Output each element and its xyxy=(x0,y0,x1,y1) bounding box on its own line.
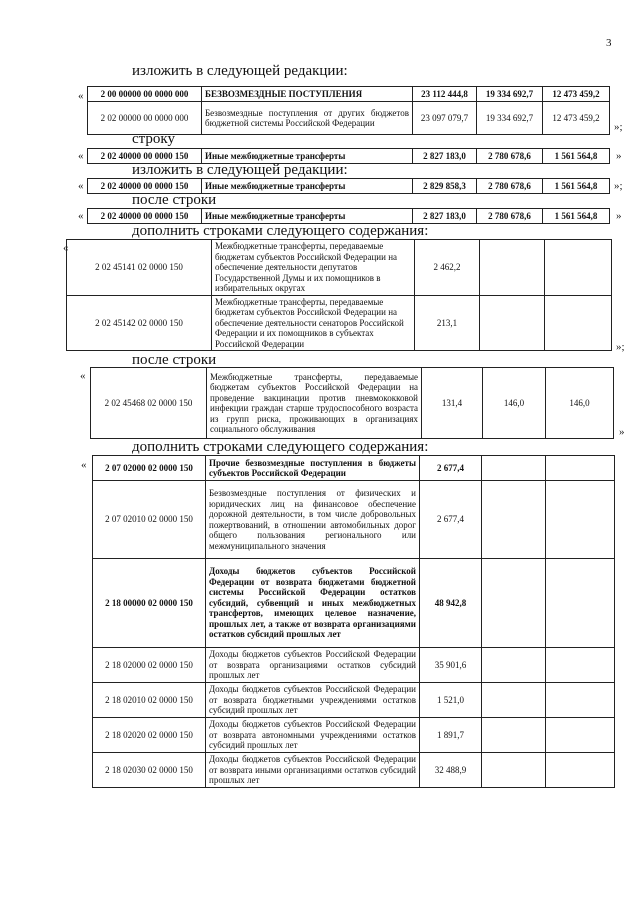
name-cell: Иные межбюджетные трансферты xyxy=(202,149,413,164)
name-cell: Безвозмездные поступления от других бюджетов бюджетной системы Российской Федерации xyxy=(202,102,413,135)
close-quote: »; xyxy=(616,341,625,353)
value-cell: 2 462,2 xyxy=(415,240,480,296)
value-cell xyxy=(482,683,546,718)
open-quote: « xyxy=(78,90,84,102)
value-cell: 32 488,9 xyxy=(420,753,482,788)
close-quote: » xyxy=(616,150,622,162)
value-cell: 2 677,4 xyxy=(420,481,482,559)
table-row xyxy=(93,683,615,718)
name-cell: Межбюджетные трансферты, передаваемые бюджетам субъектов Российской Федерации на обеспечение деятельности депутатов Государственной Думы и их помощников в избирательных округах xyxy=(212,240,415,296)
value-cell: 12 473 459,2 xyxy=(543,102,610,135)
value-cell: 213,1 xyxy=(415,295,480,351)
table-row xyxy=(88,209,610,224)
code-cell: 2 18 00000 02 0000 150 xyxy=(93,559,206,648)
addition-table-5 xyxy=(66,239,612,351)
open-quote: « xyxy=(81,459,87,471)
name-cell: БЕЗВОЗМЕЗДНЫЕ ПОСТУПЛЕНИЯ xyxy=(202,87,413,102)
value-cell: 1 521,0 xyxy=(420,683,482,718)
open-quote: « xyxy=(63,242,69,254)
code-cell: 2 02 00000 00 0000 000 xyxy=(88,102,202,135)
value-cell: 2 780 678,6 xyxy=(477,209,543,224)
code-cell: 2 07 02000 02 0000 150 xyxy=(93,456,206,481)
value-cell xyxy=(546,753,615,788)
name-cell: Доходы бюджетов субъектов Российской Федерации от возврата иными организациями остатков субсидий прошлых лет xyxy=(206,753,420,788)
code-cell: 2 18 02030 02 0000 150 xyxy=(93,753,206,788)
value-cell: 2 780 678,6 xyxy=(477,179,543,194)
close-quote: » xyxy=(619,426,625,438)
value-cell xyxy=(480,295,545,351)
value-cell: 2 677,4 xyxy=(420,456,482,481)
code-cell: 2 02 40000 00 0000 150 xyxy=(88,209,202,224)
value-cell xyxy=(546,559,615,648)
table-row xyxy=(88,102,610,135)
name-cell: Доходы бюджетов субъектов Российской Федерации от возврата организациями остатков субсидий прошлых лет xyxy=(206,648,420,683)
code-cell: 2 02 40000 00 0000 150 xyxy=(88,149,202,164)
page-number: 3 xyxy=(606,37,612,49)
code-cell: 2 02 45468 02 0000 150 xyxy=(91,368,207,439)
value-cell xyxy=(546,481,615,559)
value-cell: 146,0 xyxy=(546,368,614,439)
table-row xyxy=(88,87,610,102)
table-row xyxy=(93,456,615,481)
instruction-heading: изложить в следующей редакции: xyxy=(132,63,348,79)
value-cell: 23 112 444,8 xyxy=(413,87,477,102)
value-cell: 35 901,6 xyxy=(420,648,482,683)
name-cell: Доходы бюджетов субъектов Российской Федерации от возврата автономными учреждениями остатков субсидий прошлых лет xyxy=(206,718,420,753)
value-cell xyxy=(482,559,546,648)
table-row xyxy=(93,648,615,683)
addition-table-7 xyxy=(92,455,615,788)
value-cell xyxy=(546,648,615,683)
name-cell: Межбюджетные трансферты, передаваемые бюджетам субъектов Российской Федерации на обеспечение деятельности сенаторов Российской Федерации и их помощников в субъектах Российской Федерации xyxy=(212,295,415,351)
value-cell xyxy=(546,456,615,481)
name-cell: Иные межбюджетные трансферты xyxy=(202,179,413,194)
value-cell xyxy=(482,753,546,788)
close-quote: »; xyxy=(614,180,623,192)
instruction-heading: изложить в следующей редакции: xyxy=(132,162,348,178)
value-cell: 2 827 183,0 xyxy=(413,149,477,164)
value-cell: 19 334 692,7 xyxy=(477,102,543,135)
table-row xyxy=(93,481,615,559)
value-cell: 146,0 xyxy=(483,368,546,439)
open-quote: « xyxy=(78,150,84,162)
reference-table-6 xyxy=(90,367,614,439)
code-cell: 2 18 02020 02 0000 150 xyxy=(93,718,206,753)
code-cell: 2 02 45142 02 0000 150 xyxy=(67,295,212,351)
table-row xyxy=(93,718,615,753)
table-row xyxy=(67,295,612,351)
name-cell: Прочие безвозмездные поступления в бюджеты субъектов Российской Федерации xyxy=(206,456,420,481)
value-cell: 2 829 858,3 xyxy=(413,179,477,194)
code-cell: 2 00 00000 00 0000 000 xyxy=(88,87,202,102)
code-cell: 2 07 02010 02 0000 150 xyxy=(93,481,206,559)
value-cell: 23 097 079,7 xyxy=(413,102,477,135)
value-cell xyxy=(482,718,546,753)
value-cell: 1 891,7 xyxy=(420,718,482,753)
value-cell xyxy=(482,456,546,481)
instruction-heading: дополнить строками следующего содержания: xyxy=(132,223,429,239)
value-cell xyxy=(482,481,546,559)
code-cell: 2 18 02010 02 0000 150 xyxy=(93,683,206,718)
open-quote: « xyxy=(78,180,84,192)
value-cell xyxy=(545,240,612,296)
name-cell: Иные межбюджетные трансферты xyxy=(202,209,413,224)
value-cell xyxy=(545,295,612,351)
name-cell: Безвозмездные поступления от физических и юридических лиц на финансовое обеспечение дорожной деятельности, в том числе добровольных пожертвований, в отношении автомобильных дорог общего пользования регионального или межмуниципального значения xyxy=(206,481,420,559)
value-cell xyxy=(546,718,615,753)
table-row xyxy=(93,753,615,788)
close-quote: »; xyxy=(614,121,623,133)
instruction-heading: после строки xyxy=(132,192,217,208)
value-cell: 2 827 183,0 xyxy=(413,209,477,224)
name-cell: Доходы бюджетов субъектов Российской Федерации от возврата бюджетами бюджетной системы Российской Федерации остатков субсидий, субвенций и иных межбюджетных трансфертов, имеющих целевое назначение, прошлых лет, а также от возврата организациями остатков субсидий прошлых лет xyxy=(206,559,420,648)
instruction-heading: дополнить строками следующего содержания: xyxy=(132,439,429,455)
value-cell xyxy=(480,240,545,296)
name-cell: Межбюджетные трансферты, передаваемые бюджетам субъектов Российской Федерации на проведение вакцинации против пневмококковой инфекции граждан старше трудоспособного возраста из групп риска, проживающих в организациях социального обслуживания xyxy=(207,368,422,439)
value-cell: 1 561 564,8 xyxy=(543,209,610,224)
value-cell: 2 780 678,6 xyxy=(477,149,543,164)
open-quote: « xyxy=(78,210,84,222)
table-row xyxy=(67,240,612,296)
value-cell: 131,4 xyxy=(422,368,483,439)
value-cell: 1 561 564,8 xyxy=(543,179,610,194)
close-quote: » xyxy=(616,210,622,222)
value-cell: 12 473 459,2 xyxy=(543,87,610,102)
open-quote: « xyxy=(80,370,86,382)
replacement-table-1 xyxy=(87,86,610,135)
value-cell: 48 942,8 xyxy=(420,559,482,648)
code-cell: 2 02 45141 02 0000 150 xyxy=(67,240,212,296)
value-cell xyxy=(546,683,615,718)
table-row xyxy=(93,559,615,648)
table-row xyxy=(91,368,614,439)
replacement-table-4 xyxy=(87,208,610,224)
value-cell: 1 561 564,8 xyxy=(543,149,610,164)
code-cell: 2 02 40000 00 0000 150 xyxy=(88,179,202,194)
instruction-heading: строку xyxy=(132,131,175,147)
instruction-heading: после строки xyxy=(132,352,217,368)
value-cell: 19 334 692,7 xyxy=(477,87,543,102)
name-cell: Доходы бюджетов субъектов Российской Федерации от возврата бюджетными учреждениями остатков субсидий прошлых лет xyxy=(206,683,420,718)
value-cell xyxy=(482,648,546,683)
code-cell: 2 18 02000 02 0000 150 xyxy=(93,648,206,683)
